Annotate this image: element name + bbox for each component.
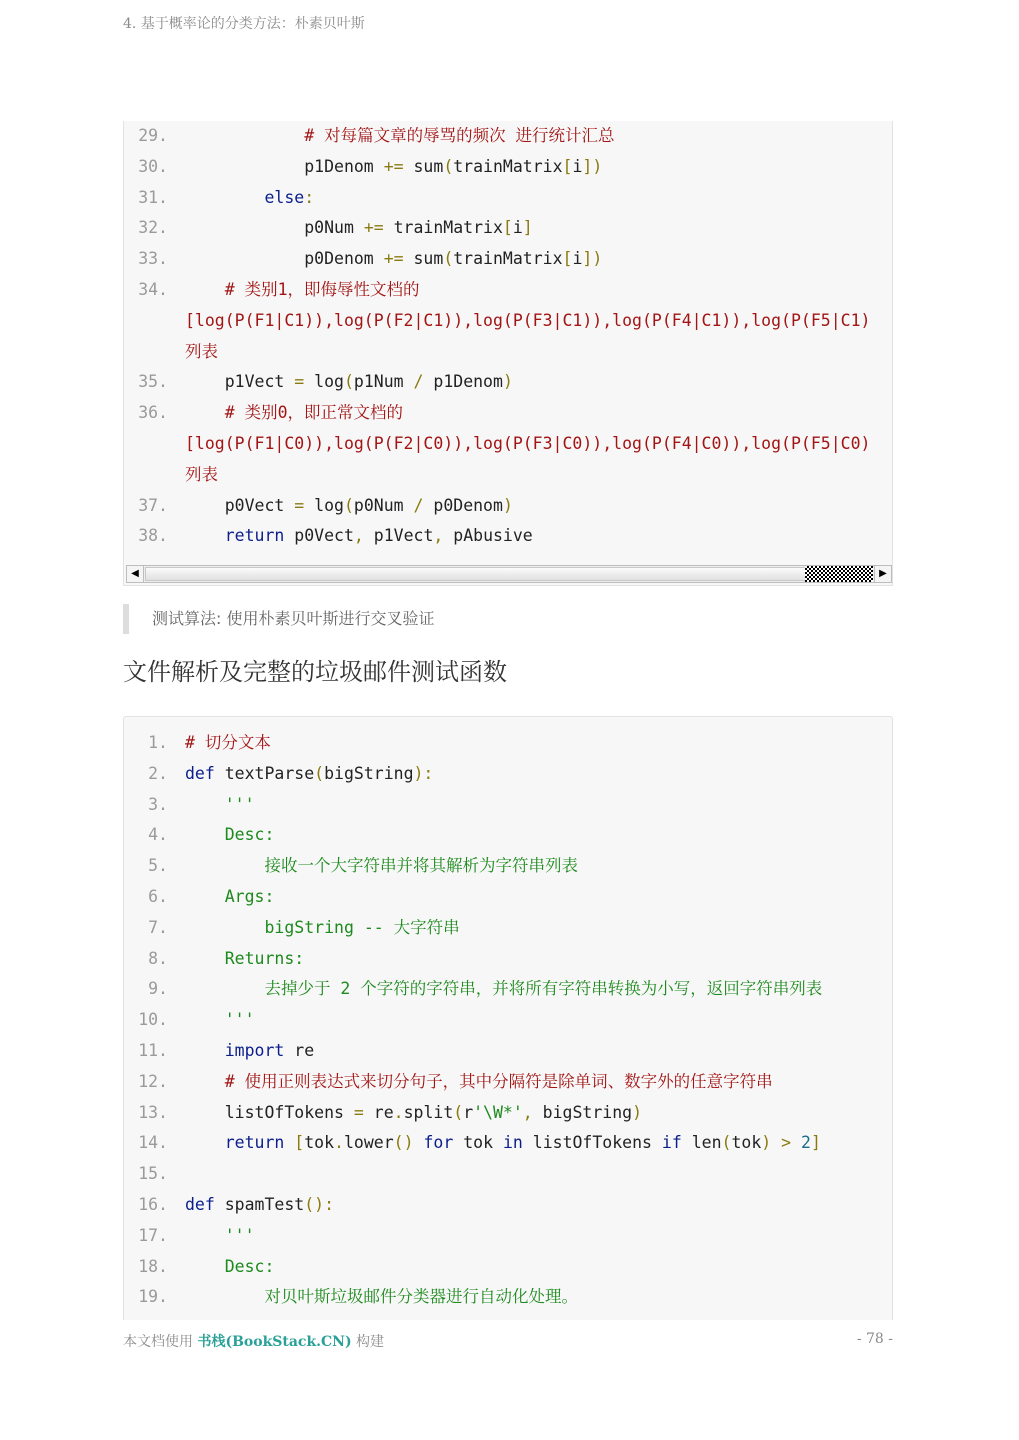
code-line — [124, 1190, 892, 1221]
code-line — [124, 820, 892, 851]
code-text: 去掉少于 2 个字符的字符串，并将所有字符串转换为小写，返回字符串列表 — [264, 979, 823, 999]
footer-prefix: 本文档使用 — [123, 1334, 198, 1350]
blockquote: 测试算法: 使用朴素贝叶斯进行交叉验证 — [123, 604, 893, 634]
code-line — [124, 1221, 892, 1252]
line-number: 31. — [138, 187, 168, 207]
line-number: 5. — [148, 856, 168, 876]
line-number: 15. — [138, 1164, 168, 1184]
line-number: 7. — [148, 917, 168, 937]
code-text: p0Vect = log(p0Num / p0Denom) — [185, 495, 513, 515]
line-number: 37. — [138, 495, 168, 515]
code-text: [log(P(F1|C0)),log(P(F2|C0)),log(P(F3|C0)),log(P(F4|C0)),log(P(F5|C0) — [185, 433, 871, 453]
code-line — [124, 275, 892, 306]
code-line — [124, 183, 892, 214]
line-number: 13. — [138, 1102, 168, 1122]
bookstack-link[interactable]: 书栈(BookStack.CN) — [197, 1334, 352, 1350]
code-line — [124, 1036, 892, 1067]
line-number: 36. — [138, 403, 168, 423]
code-line — [124, 491, 892, 522]
code-line — [124, 1005, 892, 1036]
code-line — [124, 1282, 892, 1313]
line-number: 8. — [148, 948, 168, 968]
code-text: 列表 — [185, 341, 218, 361]
code-text: # 类别1，即侮辱性文档的 — [224, 279, 420, 299]
code-line — [124, 851, 892, 882]
code-line — [124, 1098, 892, 1129]
line-number: 35. — [138, 372, 168, 392]
line-number: 34. — [138, 279, 168, 299]
code-text: # 使用正则表达式来切分句子，其中分隔符是除单词、数字外的任意字符串 — [224, 1071, 773, 1091]
code-lines — [124, 121, 892, 552]
code-text: p1Vect = log(p1Num / p1Denom) — [185, 372, 513, 392]
line-number: 30. — [138, 156, 168, 176]
code-text: ''' — [224, 1010, 255, 1030]
code-line — [124, 429, 892, 460]
code-text: 接收一个大字符串并将其解析为字符串列表 — [264, 856, 578, 876]
line-number: 29. — [138, 126, 168, 145]
code-line — [124, 1067, 892, 1098]
code-text: # 类别0，即正常文档的 — [224, 403, 404, 423]
line-number: 11. — [138, 1040, 168, 1060]
line-number: 12. — [138, 1071, 168, 1091]
code-line — [124, 521, 892, 552]
code-line — [124, 1159, 892, 1190]
line-number: 33. — [138, 249, 168, 269]
line-number: 9. — [148, 979, 168, 999]
code-text: Returns: — [224, 948, 305, 968]
line-number: 3. — [148, 794, 168, 814]
page-number: - 78 - — [856, 1331, 893, 1347]
code-line — [124, 306, 892, 337]
code-text: return [tok.lower() for tok in listOfTokens if len(tok) > 2] — [224, 1133, 821, 1153]
code-line — [124, 759, 892, 790]
line-number: 2. — [148, 763, 168, 783]
code-text: ''' — [224, 1225, 255, 1245]
code-text: listOfTokens = re.split(r'\W*', bigString) — [185, 1102, 643, 1122]
footer-suffix: 构建 — [351, 1334, 385, 1350]
code-line — [124, 152, 892, 183]
line-number: 38. — [138, 526, 168, 546]
code-line — [124, 1252, 892, 1283]
code-line — [124, 790, 892, 821]
code-block — [123, 121, 893, 586]
code-line — [124, 728, 892, 759]
code-text: 对贝叶斯垃圾邮件分类器进行自动化处理。 — [264, 1287, 578, 1307]
line-number: 14. — [138, 1133, 168, 1153]
code-line — [124, 944, 892, 975]
code-text: else: — [264, 187, 315, 207]
code-line — [124, 460, 892, 491]
code-line — [124, 913, 892, 944]
code-line — [124, 337, 892, 368]
code-text: p1Denom += sum(trainMatrix[i]) — [185, 156, 603, 176]
code-line — [124, 974, 892, 1005]
line-number: 32. — [138, 218, 168, 238]
code-line — [124, 398, 892, 429]
line-number: 16. — [138, 1194, 168, 1214]
scroll-left-arrow-icon[interactable]: ◀ — [127, 566, 144, 582]
code-text: 列表 — [185, 464, 218, 484]
code-text: # 对每篇文章的辱骂的频次 进行统计汇总 — [304, 126, 615, 145]
code-lines — [124, 728, 892, 1313]
code-text: p0Num += trainMatrix[i] — [185, 218, 533, 238]
line-number: 19. — [138, 1287, 168, 1307]
line-number: 18. — [138, 1256, 168, 1276]
scrollbar-thumb[interactable] — [805, 566, 873, 582]
code-text: p0Denom += sum(trainMatrix[i]) — [185, 249, 603, 269]
code-text: def spamTest(): — [185, 1194, 335, 1214]
code-text: def textParse(bigString): — [185, 763, 434, 783]
code-line — [124, 882, 892, 913]
code-line — [124, 1128, 892, 1159]
code-block — [123, 716, 893, 1320]
line-number: 6. — [148, 886, 168, 906]
code-text: return p0Vect, p1Vect, pAbusive — [224, 526, 533, 546]
running-header: 4. 基于概率论的分类方法：朴素贝叶斯 — [123, 16, 365, 32]
scroll-right-arrow-icon[interactable]: ▶ — [874, 566, 891, 582]
code-text: import re — [224, 1040, 315, 1060]
line-number: 10. — [138, 1010, 168, 1030]
scrollbar-track[interactable] — [145, 567, 809, 581]
code-line — [124, 121, 892, 152]
line-number: 4. — [148, 825, 168, 845]
code-line — [124, 244, 892, 275]
code-line — [124, 367, 892, 398]
line-number: 1. — [148, 733, 168, 752]
code-text: Args: — [224, 886, 275, 906]
code-text: Desc: — [224, 825, 275, 845]
code-text: # 切分文本 — [185, 733, 271, 752]
horizontal-scrollbar[interactable] — [126, 565, 892, 583]
code-text: bigString -- 大字符串 — [264, 917, 460, 937]
code-text: Desc: — [224, 1256, 275, 1276]
code-line — [124, 213, 892, 244]
section-heading: 文件解析及完整的垃圾邮件测试函数 — [123, 658, 507, 686]
line-number: 17. — [138, 1225, 168, 1245]
code-text: ''' — [224, 794, 255, 814]
code-text: [log(P(F1|C1)),log(P(F2|C1)),log(P(F3|C1)),log(P(F4|C1)),log(P(F5|C1) — [185, 310, 871, 330]
footer-credit — [123, 1331, 384, 1351]
